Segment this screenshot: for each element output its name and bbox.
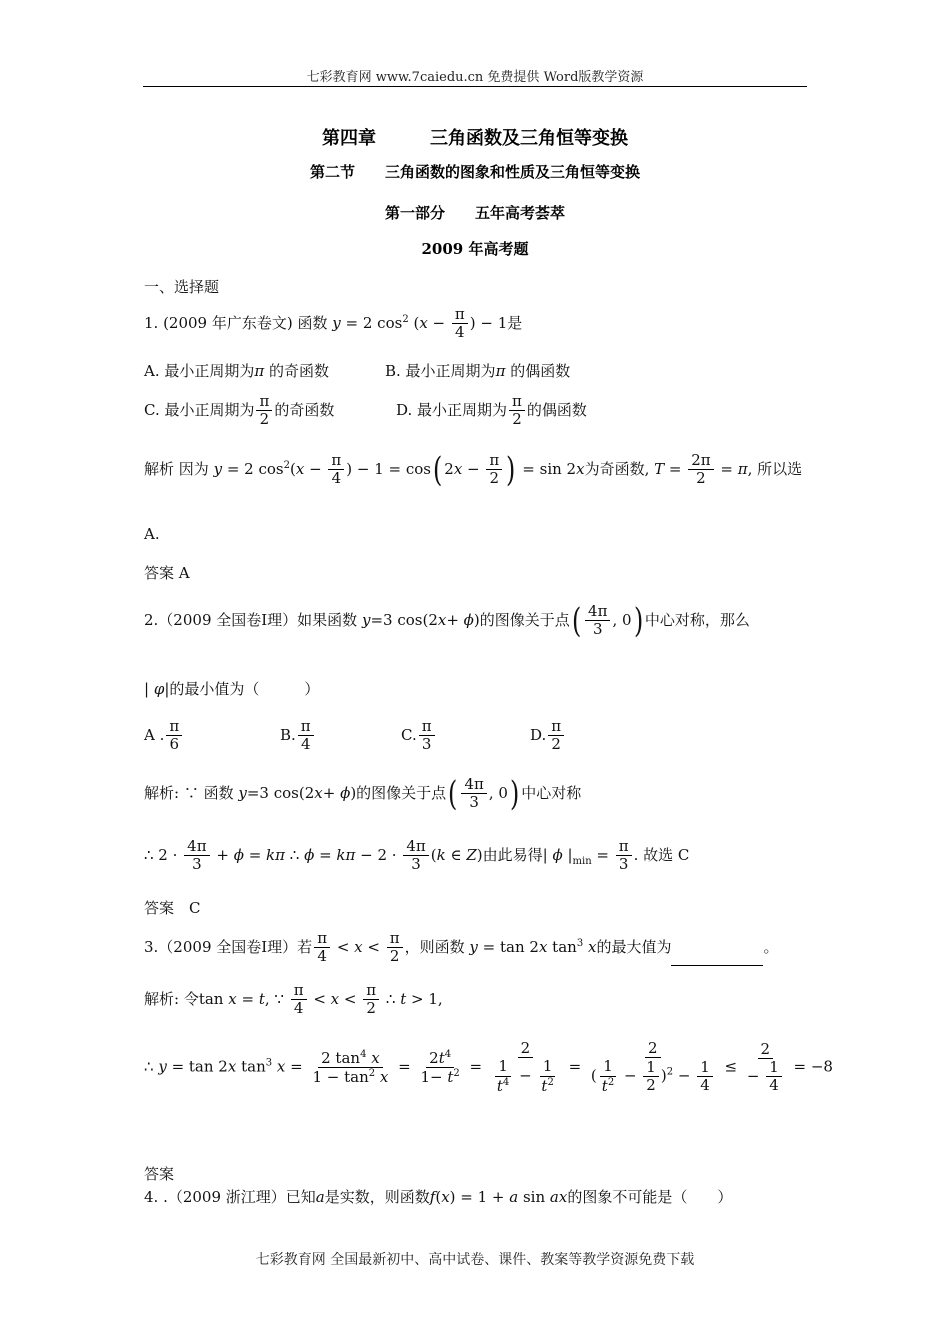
section-heading: 一、选择题 <box>144 278 220 296</box>
chapter-title: 第四章 三角函数及三角恒等变换 <box>322 128 628 149</box>
q1-option-a: A. 最小正周期为π 的奇函数 <box>144 362 330 380</box>
q3-analysis-line2: ∴ y = tan 2x $\tan^3 x$ = $\frac{2 \tan^4 x}{1 - \tan^2 x}$ = $\frac{2t^4}{1- t^2}$ = 2 $\frac{1}{t^4}$ − $\frac{1}{t^2}$ = 2 ( $\frac{1}{t^2}$ − $\frac{1}{2}$ )$^2$ − $\frac{1}{4}$ ≤ 2 − $\frac{1}{4}$ = −8 <box>144 1039 833 1095</box>
q2-option-b: B. $\frac{\pi}{4}$ <box>280 718 316 754</box>
page-footer: 七彩教育网 全国最新初中、高中试卷、课件、教案等教学资源免费下载 <box>255 1252 695 1268</box>
part-title: 第一部分 五年高考荟萃 <box>384 204 565 222</box>
year-title: 2009 年高考题 <box>421 240 529 258</box>
q1-analysis: 解析 因为 y = 2 $\cos^2(x$ − $\frac{\pi}{4}$ ) − 1 = cos( 2x − $\frac{\pi}{2}$ ) = sin 2x为奇函数, T = $\frac{2\pi}{2}$ = π, 所以选 <box>144 449 803 490</box>
q3-answer: 答案 <box>144 1165 175 1183</box>
page-header: 七彩教育网 www.7caiedu.cn 免费提供 Word版教学资源 <box>306 70 644 85</box>
q1-option-b: B. 最小正周期为π 的偶函数 <box>385 362 571 380</box>
q2-stem-line2: | φ|的最小值为（ ） <box>144 680 320 698</box>
q2-stem: 2.（2009 全国卷Ⅰ理）如果函数 y=3 cos(2x+ ϕ)的图像关于点( $\frac{4\pi}{3}$ , 0) 中心对称，那么 <box>144 600 750 641</box>
q2-option-d: D. $\frac{\pi}{2}$ <box>530 718 566 754</box>
section-title: 第二节 三角函数的图象和性质及三角恒等变换 <box>309 163 640 181</box>
q1-option-d: D. 最小正周期为 $\frac{\pi}{2}$ 的偶函数 <box>396 392 587 429</box>
answer-blank <box>671 951 763 966</box>
q2-answer: 答案 C <box>144 899 201 917</box>
q2-option-c: C. $\frac{\pi}{3}$ <box>401 718 437 754</box>
q2-analysis-line1: 解析: ∵ 函数 y=3 cos(2x+ ϕ)的图像关于点( $\frac{4\pi}{3}$ , 0) 中心对称 <box>144 773 582 814</box>
q2-analysis-line2: ∴ 2 · $\frac{4\pi}{3}$ + ϕ = kπ ∴ ϕ = kπ − 2 · $\frac{4\pi}{3}$ (k ∈ Z)由此易得| ϕ $|_{min}$ = $\frac{\pi}{3}$ . 故选 C <box>144 837 690 874</box>
q2-option-a: A . $\frac{\pi}{6}$ <box>144 718 184 754</box>
q1-stem: 1. (2009 年广东卷文) 函数 y = 2 $\cos^2 (x$ − $\frac{\pi}{4}$ ) − 1是 <box>144 305 523 342</box>
q1-option-c: C. 最小正周期为 $\frac{\pi}{2}$ 的奇函数 <box>144 392 335 429</box>
q1-answer: 答案 A <box>144 564 190 582</box>
q3-analysis-line1: 解析: 令tan x = t, ∵ $\frac{\pi}{4}$ < x < $\frac{\pi}{2}$ ∴ t > 1, <box>144 981 443 1018</box>
q4-stem: 4. .（2009 浙江理）已知a是实数，则函数f(x) = 1 + a sin ax的图象不可能是（ ） <box>144 1188 733 1206</box>
header-rule <box>143 86 807 87</box>
q3-stem: 3.（2009 全国卷Ⅰ理）若 $\frac{\pi}{4}$ < x < $\frac{\pi}{2}$ ，则函数 y = tan 2x $\tan^3 x$的最大值为 。 <box>144 929 779 966</box>
q1-analysis-end: A. <box>144 525 160 543</box>
